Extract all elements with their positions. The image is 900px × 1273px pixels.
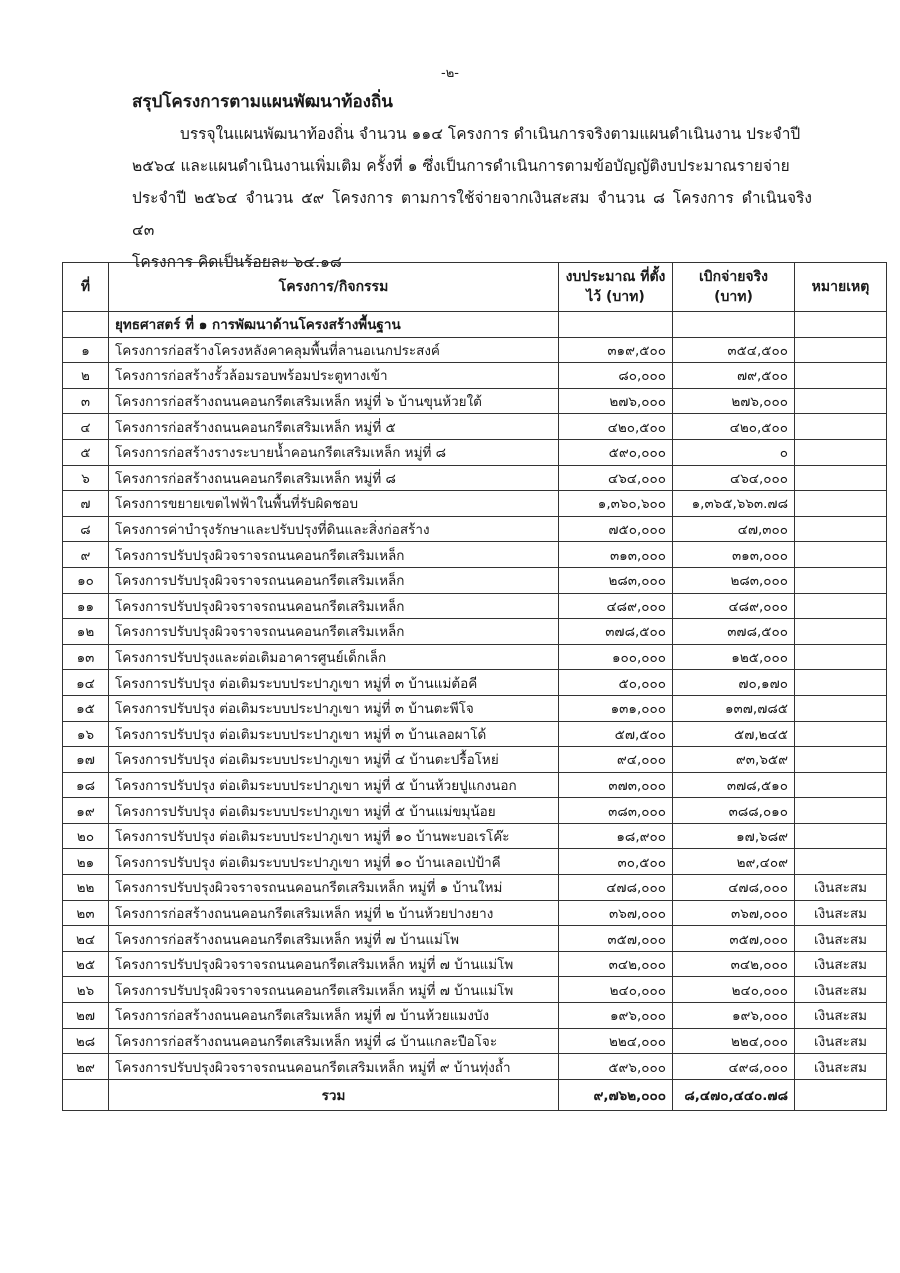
paid-value: ๒๒๔,๐๐๐ [673,1028,795,1054]
paid-value: ๒๗๖,๐๐๐ [673,388,795,414]
row-number: ๒๓ [63,900,109,926]
row-number: ๑๖ [63,721,109,747]
note-value [795,695,887,721]
budget-value: ๓๗๓,๐๐๐ [559,772,673,798]
strategy-cell-empty [795,312,887,338]
note-value [795,337,887,363]
budget-value: ๕๗,๕๐๐ [559,721,673,747]
budget-value: ๓๕๗,๐๐๐ [559,926,673,952]
row-number: ๒ [63,363,109,389]
project-name: โครงการปรับปรุง ต่อเติมระบบประปาภูเขา หมู่ที่ ๑๐ บ้านเลอเป่ป้าคี [109,849,559,875]
note-value [795,823,887,849]
row-number: ๑๕ [63,695,109,721]
project-name: โครงการก่อสร้างรางระบายน้ำคอนกรีตเสริมเหล็ก หมู่ที่ ๘ [109,439,559,465]
paid-value: ๔๗,๓๐๐ [673,516,795,542]
row-number: ๒๕ [63,951,109,977]
budget-value: ๓๑๓,๐๐๐ [559,542,673,568]
note-value [795,849,887,875]
project-name: โครงการปรับปรุงผิวจราจรถนนคอนกรีตเสริมเหล็ก [109,619,559,645]
budget-value: ๓๘๓,๐๐๐ [559,798,673,824]
table-row [63,516,887,542]
project-name: โครงการก่อสร้างถนนคอนกรีตเสริมเหล็ก หมู่ที่ ๘ [109,465,559,491]
paid-value: ๑๙๖,๐๐๐ [673,1003,795,1029]
project-name: โครงการก่อสร้างรั้วล้อมรอบพร้อมประตูทางเข้า [109,363,559,389]
total-budget: ๙,๗๖๒,๐๐๐ [559,1079,673,1110]
row-number: ๔ [63,414,109,440]
note-value [795,439,887,465]
row-number: ๑๘ [63,772,109,798]
budget-value: ๓๖๗,๐๐๐ [559,900,673,926]
project-name: โครงการก่อสร้างถนนคอนกรีตเสริมเหล็ก หมู่ที่ ๗ บ้านแม่โพ [109,926,559,952]
row-number: ๑๐ [63,567,109,593]
project-name: โครงการปรับปรุงผิวจราจรถนนคอนกรีตเสริมเหล็ก หมู่ที่ ๗ บ้านแม่โพ [109,951,559,977]
paid-value: ๓๗๘,๕๐๐ [673,619,795,645]
note-value: เงินสะสม [795,875,887,901]
row-number: ๒๗ [63,1003,109,1029]
project-name: โครงการปรับปรุงผิวจราจรถนนคอนกรีตเสริมเหล็ก หมู่ที่ ๗ บ้านแม่โพ [109,977,559,1003]
table-row [63,721,887,747]
paid-value: ๓๖๗,๐๐๐ [673,900,795,926]
budget-value: ๕๙๖,๐๐๐ [559,1054,673,1080]
header-project: โครงการ/กิจกรรม [109,263,559,312]
budget-value: ๔๘๙,๐๐๐ [559,593,673,619]
row-number: ๕ [63,439,109,465]
note-value: เงินสะสม [795,1054,887,1080]
note-value [795,747,887,773]
table-row [63,619,887,645]
paid-value: ๓๕๗,๐๐๐ [673,926,795,952]
budget-value: ๔๒๐,๕๐๐ [559,414,673,440]
budget-value: ๔๗๘,๐๐๐ [559,875,673,901]
budget-value: ๓๐,๕๐๐ [559,849,673,875]
paid-value: ๑๓๗,๗๘๕ [673,695,795,721]
project-name: โครงการก่อสร้างถนนคอนกรีตเสริมเหล็ก หมู่ที่ ๒ บ้านห้วยปางยาง [109,900,559,926]
note-value: เงินสะสม [795,926,887,952]
paid-value: ๔๗๘,๐๐๐ [673,875,795,901]
header-budget: งบประมาณ ที่ตั้งไว้ (บาท) [559,263,673,312]
budget-value: ๑๐๐,๐๐๐ [559,644,673,670]
strategy-row [63,312,887,338]
table-row [63,644,887,670]
row-number: ๑๙ [63,798,109,824]
note-value [795,465,887,491]
paid-value: ๓๗๘,๕๑๐ [673,772,795,798]
header-paid: เบิกจ่ายจริง (บาท) [673,263,795,312]
table-row [63,900,887,926]
project-name: โครงการปรับปรุงผิวจราจรถนนคอนกรีตเสริมเหล็ก [109,567,559,593]
table-row [63,823,887,849]
project-name: โครงการปรับปรุงและต่อเติมอาคารศูนย์เด็กเล็ก [109,644,559,670]
table-row [63,747,887,773]
table-row [63,772,887,798]
strategy-cell-empty [63,312,109,338]
table-row [63,363,887,389]
budget-value: ๓๔๒,๐๐๐ [559,951,673,977]
paid-value: ๒๙,๔๐๙ [673,849,795,875]
note-value: เงินสะสม [795,951,887,977]
table-row [63,491,887,517]
total-cell-empty [63,1079,109,1110]
project-name: โครงการปรับปรุงผิวจราจรถนนคอนกรีตเสริมเหล็ก [109,542,559,568]
project-name: โครงการก่อสร้างถนนคอนกรีตเสริมเหล็ก หมู่ที่ ๖ บ้านขุนห้วยใต้ [109,388,559,414]
paid-value: ๑,๓๖๕,๖๖๓.๗๘ [673,491,795,517]
budget-value: ๑๘,๙๐๐ [559,823,673,849]
paid-value: ๔๒๐,๕๐๐ [673,414,795,440]
table-row [63,1028,887,1054]
table-row [63,439,887,465]
project-name: โครงการค่าบำรุงรักษาและปรับปรุงที่ดินและสิ่งก่อสร้าง [109,516,559,542]
note-value [795,798,887,824]
budget-value: ๑,๓๖๐,๖๐๐ [559,491,673,517]
paid-value: ๓๕๔,๕๐๐ [673,337,795,363]
table-row [63,337,887,363]
project-name: โครงการปรับปรุง ต่อเติมระบบประปาภูเขา หมู่ที่ ๕ บ้านแม่ขมุน้อย [109,798,559,824]
note-value: เงินสะสม [795,1028,887,1054]
row-number: ๑๓ [63,644,109,670]
note-value [795,670,887,696]
project-name: โครงการปรับปรุง ต่อเติมระบบประปาภูเขา หมู่ที่ ๑๐ บ้านพะบอเรโค๊ะ [109,823,559,849]
row-number: ๒๑ [63,849,109,875]
table-row [63,875,887,901]
budget-value: ๑๓๑,๐๐๐ [559,695,673,721]
budget-value: ๗๕๐,๐๐๐ [559,516,673,542]
page-number: -๒- [441,66,459,81]
table-row [63,414,887,440]
paid-value: ๒๘๓,๐๐๐ [673,567,795,593]
note-value [795,363,887,389]
strategy-cell-empty [559,312,673,338]
row-number: ๙ [63,542,109,568]
paid-value: ๓๔๒,๐๐๐ [673,951,795,977]
row-number: ๑๔ [63,670,109,696]
header-note: หมายเหตุ [795,263,887,312]
total-row [63,1079,887,1110]
budget-value: ๙๔,๐๐๐ [559,747,673,773]
note-value [795,542,887,568]
paid-value: ๔๖๔,๐๐๐ [673,465,795,491]
note-value: เงินสะสม [795,1003,887,1029]
paragraph-line: โครงการ คิดเป็นร้อยละ ๖๔.๑๘ [132,253,342,271]
paragraph-line: ประจำปี ๒๕๖๔ จำนวน ๕๙ โครงการ ตามการใช้จ่ายจากเงินสะสม จำนวน ๘ โครงการ ดำเนินจริง ๔๓ [132,189,812,239]
project-name: โครงการก่อสร้างถนนคอนกรีตเสริมเหล็ก หมู่ที่ ๗ บ้านห้วยแมงบัง [109,1003,559,1029]
table-row [63,593,887,619]
project-name: โครงการปรับปรุงผิวจราจรถนนคอนกรีตเสริมเหล็ก [109,593,559,619]
table-row [63,670,887,696]
row-number: ๖ [63,465,109,491]
budget-value: ๘๐,๐๐๐ [559,363,673,389]
row-number: ๒๙ [63,1054,109,1080]
project-name: โครงการปรับปรุง ต่อเติมระบบประปาภูเขา หมู่ที่ ๕ บ้านห้วยปูแกงนอก [109,772,559,798]
table-row [63,695,887,721]
project-name: โครงการปรับปรุง ต่อเติมระบบประปาภูเขา หมู่ที่ ๓ บ้านตะพีโจ [109,695,559,721]
project-name: โครงการก่อสร้างถนนคอนกรีตเสริมเหล็ก หมู่ที่ ๘ บ้านแกละปือโจะ [109,1028,559,1054]
note-value [795,593,887,619]
project-name: โครงการปรับปรุง ต่อเติมระบบประปาภูเขา หมู่ที่ ๔ บ้านตะปรื้อโหย่ [109,747,559,773]
total-cell-empty [795,1079,887,1110]
table-row [63,849,887,875]
table-row [63,388,887,414]
project-name: โครงการก่อสร้างถนนคอนกรีตเสริมเหล็ก หมู่ที่ ๕ [109,414,559,440]
note-value [795,414,887,440]
row-number: ๑ [63,337,109,363]
paragraph-line: ๒๕๖๔ และแผนดำเนินงานเพิ่มเติม ครั้งที่ ๑ ซึ่งเป็นการดำเนินการตามข้อบัญญัติงบประมาณรายจ่าย [132,157,790,175]
budget-value: ๒๒๔,๐๐๐ [559,1028,673,1054]
project-name: โครงการก่อสร้างโครงหลังคาคลุมพื้นที่ลานอเนกประสงค์ [109,337,559,363]
project-name: โครงการปรับปรุงผิวจราจรถนนคอนกรีตเสริมเหล็ก หมู่ที่ ๙ บ้านทุ่งถ้ำ [109,1054,559,1080]
paid-value: ๔๙๘,๐๐๐ [673,1054,795,1080]
strategy-cell-empty [673,312,795,338]
budget-value: ๒๔๐,๐๐๐ [559,977,673,1003]
total-paid: ๘,๔๗๐,๔๔๐.๗๘ [673,1079,795,1110]
summary-paragraph [132,118,812,278]
note-value [795,772,887,798]
paid-value: ๙๓,๖๕๙ [673,747,795,773]
page-title: สรุปโครงการตามแผนพัฒนาท้องถิ่น [132,92,393,112]
row-number: ๘ [63,516,109,542]
note-value [795,644,887,670]
note-value [795,388,887,414]
project-name: โครงการปรับปรุง ต่อเติมระบบประปาภูเขา หมู่ที่ ๓ บ้านเลอผาโด้ [109,721,559,747]
table-row [63,465,887,491]
paragraph-line: บรรจุในแผนพัฒนาท้องถิ่น จำนวน ๑๑๔ โครงการ ดำเนินการจริงตามแผนดำเนินงาน ประจำปี [180,125,801,143]
header-no: ที่ [63,263,109,312]
note-value [795,721,887,747]
strategy-title: ยุทธศาสตร์ ที่ ๑ การพัฒนาด้านโครงสร้างพื้นฐาน [109,312,559,338]
paid-value: ๒๔๐,๐๐๐ [673,977,795,1003]
paid-value: ๑๗,๖๘๙ [673,823,795,849]
budget-value: ๒๘๓,๐๐๐ [559,567,673,593]
table-row [63,951,887,977]
paid-value: ๕๗,๒๔๕ [673,721,795,747]
table-row [63,798,887,824]
note-value [795,567,887,593]
project-name: โครงการปรับปรุง ต่อเติมระบบประปาภูเขา หมู่ที่ ๓ บ้านแม่ต้อคี [109,670,559,696]
budget-value: ๕๐,๐๐๐ [559,670,673,696]
row-number: ๒๐ [63,823,109,849]
paid-value: ๓๘๘,๐๑๐ [673,798,795,824]
project-name: โครงการปรับปรุงผิวจราจรถนนคอนกรีตเสริมเหล็ก หมู่ที่ ๑ บ้านใหม่ [109,875,559,901]
row-number: ๒๒ [63,875,109,901]
note-value: เงินสะสม [795,900,887,926]
budget-value: ๔๖๔,๐๐๐ [559,465,673,491]
note-value [795,516,887,542]
paid-value: ๗๐,๑๗๐ [673,670,795,696]
project-name: โครงการขยายเขตไฟฟ้าในพื้นที่รับผิดชอบ [109,491,559,517]
budget-value: ๑๙๖,๐๐๐ [559,1003,673,1029]
note-value [795,619,887,645]
paid-value: ๓๑๓,๐๐๐ [673,542,795,568]
budget-value: ๕๙๐,๐๐๐ [559,439,673,465]
row-number: ๑๗ [63,747,109,773]
paid-value: ๗๙,๕๐๐ [673,363,795,389]
paid-value: ๐ [673,439,795,465]
note-value: เงินสะสม [795,977,887,1003]
budget-value: ๓๗๘,๕๐๐ [559,619,673,645]
project-table [62,262,887,1111]
row-number: ๑๑ [63,593,109,619]
budget-value: ๒๗๖,๐๐๐ [559,388,673,414]
row-number: ๗ [63,491,109,517]
row-number: ๓ [63,388,109,414]
note-value [795,491,887,517]
table-row [63,1003,887,1029]
budget-value: ๓๑๙,๕๐๐ [559,337,673,363]
table-row [63,542,887,568]
total-label: รวม [109,1079,559,1110]
row-number: ๒๖ [63,977,109,1003]
paid-value: ๔๘๙,๐๐๐ [673,593,795,619]
row-number: ๑๒ [63,619,109,645]
table-row [63,567,887,593]
table-header-row [63,263,887,312]
paid-value: ๑๒๕,๐๐๐ [673,644,795,670]
row-number: ๒๘ [63,1028,109,1054]
table-row [63,1054,887,1080]
row-number: ๒๔ [63,926,109,952]
table-row [63,977,887,1003]
table-row [63,926,887,952]
